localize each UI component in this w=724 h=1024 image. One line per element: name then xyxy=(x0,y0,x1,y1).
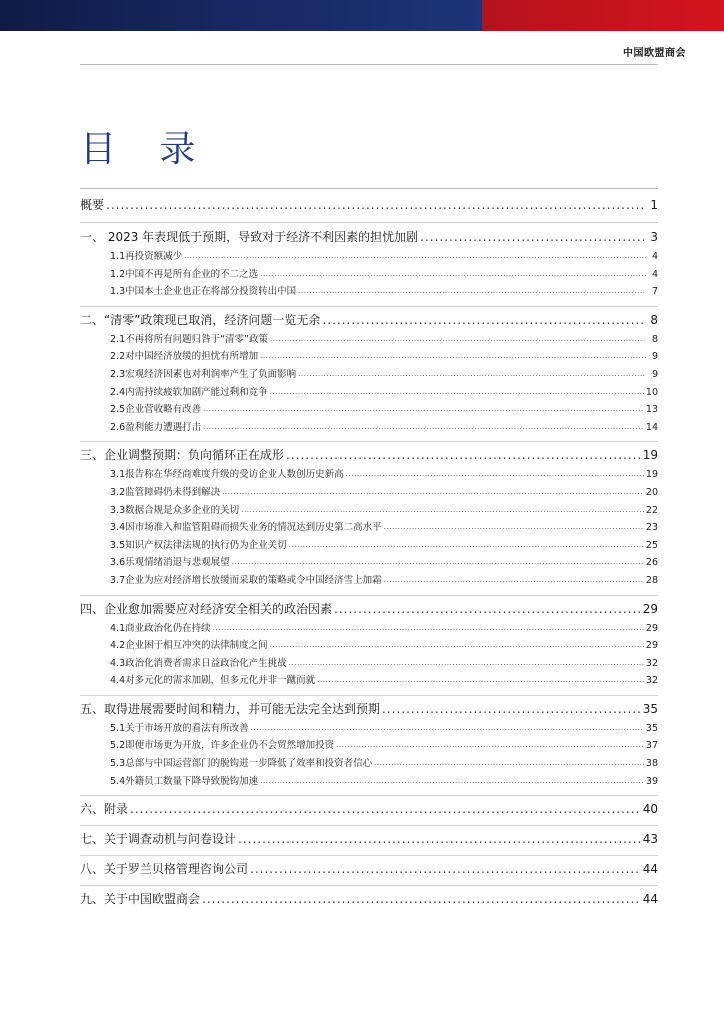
toc-page-number: 23 xyxy=(645,522,658,534)
toc-subsection-number: 2.6 xyxy=(110,421,126,433)
section-divider xyxy=(80,306,658,307)
table-of-contents xyxy=(80,195,658,910)
toc-section-label: 六、附录 xyxy=(80,802,129,817)
leader-dots xyxy=(203,419,644,437)
toc-section-4[interactable] xyxy=(80,599,658,620)
header-bar-red xyxy=(482,0,724,31)
header-divider xyxy=(80,64,658,65)
toc-section-8[interactable] xyxy=(80,859,658,880)
toc-subsection-label: 乐观情绪消退与悲观展望 xyxy=(125,557,230,569)
toc-section-label: 五、取得进展需要时间和精力，并可能无法完全达到预期 xyxy=(80,701,381,716)
toc-page-number: 44 xyxy=(642,862,658,877)
toc-subsection-number: 3.7 xyxy=(110,574,126,586)
toc-subsection-number: 1.3 xyxy=(110,286,126,298)
toc-subsection-label: 对多元化的需求加剧，但多元化并非一蹴而就 xyxy=(125,675,316,687)
toc-page-number: 10 xyxy=(645,386,658,398)
organization-name: 中国欧盟商会 xyxy=(623,48,686,59)
leader-dots xyxy=(289,655,644,673)
toc-subsection-number: 3.1 xyxy=(110,469,126,481)
section-divider xyxy=(80,855,658,856)
toc-subsection-2-1[interactable] xyxy=(80,331,658,349)
toc-subsection-number: 4.2 xyxy=(110,640,126,652)
toc-subsection-3-2[interactable] xyxy=(80,484,658,502)
toc-subsection-label: 政治化消费者需求日益政治化产生挑战 xyxy=(125,657,287,669)
toc-subsection-5-3[interactable] xyxy=(80,755,658,773)
toc-subsection-label: 关于市场开放的看法有所改善 xyxy=(125,722,249,734)
section-divider xyxy=(80,441,658,442)
toc-subsection-number: 5.4 xyxy=(110,775,126,787)
toc-subsection-3-3[interactable] xyxy=(80,502,658,520)
toc-subsection-label: 内需持续疲软加剧产能过剩和竞争 xyxy=(125,386,268,398)
toc-subsection-label: 数据合规是众多企业的关切 xyxy=(125,504,240,516)
leader-dots xyxy=(260,773,644,791)
leader-dots xyxy=(250,859,641,880)
toc-page-number: 19 xyxy=(645,469,658,481)
toc-subsection-5-4[interactable] xyxy=(80,773,658,791)
leader-dots xyxy=(260,348,646,366)
toc-subsection-label: 再投资额减少 xyxy=(125,251,183,262)
leader-dots xyxy=(289,537,644,555)
toc-section-6[interactable] xyxy=(80,799,658,820)
leader-dots xyxy=(260,266,646,284)
toc-subsection-label: 对中国经济放缓的担忧有所增加 xyxy=(125,351,259,363)
toc-subsection-2-2[interactable] xyxy=(80,348,658,366)
toc-subsection-4-1[interactable] xyxy=(80,620,658,638)
toc-subsection-number: 5.1 xyxy=(110,722,126,734)
toc-subsection-3-1[interactable] xyxy=(80,466,658,484)
toc-subsection-number: 2.2 xyxy=(110,351,126,363)
toc-page-number: 9 xyxy=(651,351,658,363)
toc-subsection-number: 4.3 xyxy=(110,657,126,669)
leader-dots xyxy=(336,737,644,755)
toc-page-number: 19 xyxy=(642,448,658,463)
leader-dots xyxy=(286,445,641,466)
leader-dots xyxy=(346,466,644,484)
toc-section-9[interactable] xyxy=(80,889,658,910)
header-bar-navy xyxy=(0,0,482,31)
toc-page-number: 29 xyxy=(645,640,658,652)
toc-section-3[interactable] xyxy=(80,445,658,466)
toc-subsection-label: 监管障碍仍未得到解决 xyxy=(125,486,221,498)
toc-subsection-number: 4.1 xyxy=(110,622,126,634)
leader-dots xyxy=(270,384,644,402)
leader-dots xyxy=(241,502,644,520)
toc-subsection-label: 企业为应对经济增长放缓而采取的策略或令中国经济雪上加霜 xyxy=(125,574,382,586)
toc-section-label: 八、关于罗兰贝格管理咨询公司 xyxy=(80,862,249,877)
section-divider xyxy=(80,885,658,886)
leader-dots xyxy=(322,310,646,331)
toc-subsection-5-1[interactable] xyxy=(80,720,658,738)
toc-page-number: 7 xyxy=(651,286,658,298)
header-color-bar xyxy=(0,0,724,31)
toc-subsection-label: 企业营收略有改善 xyxy=(125,404,202,416)
toc-page-number: 26 xyxy=(645,557,658,569)
toc-page-number: 20 xyxy=(645,486,658,498)
section-divider xyxy=(80,825,658,826)
toc-subsection-1-1[interactable] xyxy=(80,248,658,266)
toc-section-label: 九、关于中国欧盟商会 xyxy=(80,892,201,907)
toc-section-5[interactable] xyxy=(80,699,658,720)
toc-subsection-3-7[interactable] xyxy=(80,572,658,590)
toc-subsection-2-3[interactable] xyxy=(80,366,658,384)
toc-page-number: 14 xyxy=(645,421,658,433)
toc-subsection-number: 4.4 xyxy=(110,675,126,687)
leader-dots xyxy=(238,829,641,850)
toc-subsection-4-4[interactable] xyxy=(80,672,658,690)
toc-page-number: 9 xyxy=(651,368,658,380)
toc-subsection-number: 2.3 xyxy=(110,368,126,380)
toc-page-number: 29 xyxy=(642,601,658,616)
leader-dots xyxy=(222,484,644,502)
toc-section-1[interactable] xyxy=(80,227,658,248)
leader-dots xyxy=(420,227,646,248)
toc-section-label: 二、“清零”政策现已取消，经济问题一览无余 xyxy=(80,312,321,327)
toc-subsection-4-3[interactable] xyxy=(80,655,658,673)
toc-page-number: 38 xyxy=(645,758,658,770)
section-divider xyxy=(80,695,658,696)
toc-subsection-1-2[interactable] xyxy=(80,266,658,284)
toc-page-number: 40 xyxy=(642,802,658,817)
toc-subsection-label: 报告称在华经商难度升级的受访企业人数创历史新高 xyxy=(125,469,344,481)
toc-subsection-label: 盈利能力遭遇打击 xyxy=(125,421,202,433)
toc-page-number: 35 xyxy=(645,722,658,734)
toc-page-number: 32 xyxy=(645,657,658,669)
toc-subsection-2-4[interactable] xyxy=(80,384,658,402)
toc-page-number: 3 xyxy=(650,230,658,244)
title-divider xyxy=(80,188,658,189)
page-title: 目 录 xyxy=(80,129,212,170)
toc-page-number: 8 xyxy=(650,312,658,327)
toc-subsection-4-2[interactable] xyxy=(80,637,658,655)
toc-subsection-5-2[interactable] xyxy=(80,737,658,755)
leader-dots xyxy=(384,519,644,537)
toc-subsection-number: 5.3 xyxy=(110,758,126,770)
toc-subsection-label: 总部与中国运营部门的脱钩进一步降低了效率和投资者信心 xyxy=(125,758,373,770)
leader-dots xyxy=(298,283,646,301)
toc-page-number: 44 xyxy=(642,892,658,907)
toc-subsection-3-5[interactable] xyxy=(80,537,658,555)
toc-page-number: 29 xyxy=(645,622,658,634)
toc-section-label: 概要 xyxy=(80,198,105,212)
section-divider xyxy=(80,795,658,796)
toc-subsection-number: 3.6 xyxy=(110,557,126,569)
leader-dots xyxy=(270,637,644,655)
leader-dots xyxy=(106,195,646,216)
toc-section-label: 四、企业愈加需要应对经济安全相关的政治因素 xyxy=(80,601,333,616)
leader-dots xyxy=(384,572,644,590)
leader-dots xyxy=(203,401,644,419)
toc-section-label: 三、企业调整预期：负向循环正在成形 xyxy=(80,448,285,463)
toc-section-label: 七、关于调查动机与问卷设计 xyxy=(80,832,237,847)
toc-subsection-number: 2.5 xyxy=(110,404,126,416)
toc-subsection-2-6[interactable] xyxy=(80,419,658,437)
section-divider xyxy=(80,222,658,224)
toc-page-number: 32 xyxy=(645,675,658,687)
toc-subsection-number: 1.1 xyxy=(110,251,126,262)
toc-subsection-number: 2.4 xyxy=(110,386,126,398)
toc-subsection-number: 1.2 xyxy=(110,268,126,280)
toc-subsection-number: 2.1 xyxy=(110,333,126,345)
toc-page-number: 4 xyxy=(651,251,658,262)
toc-page-number: 35 xyxy=(642,701,658,716)
toc-page-number: 37 xyxy=(645,740,658,752)
toc-section-summary[interactable] xyxy=(80,195,658,216)
toc-section-label: 一、 2023 年表现低于预期，导致对于经济不利因素的担忧加剧 xyxy=(80,230,419,244)
toc-page-number: 25 xyxy=(645,539,658,551)
toc-subsection-3-6[interactable] xyxy=(80,554,658,572)
toc-page-number: 8 xyxy=(651,333,658,345)
toc-subsection-number: 3.2 xyxy=(110,486,126,498)
toc-subsection-label: 中国本土企业也正在将部分投资转出中国 xyxy=(125,286,297,298)
toc-subsection-label: 宏观经济因素也对利润率产生了负面影响 xyxy=(125,368,297,380)
leader-dots xyxy=(382,699,641,720)
toc-subsection-label: 外籍员工数量下降导致脱钩加速 xyxy=(125,775,259,787)
toc-section-7[interactable] xyxy=(80,829,658,850)
leader-dots xyxy=(251,720,644,738)
toc-page-number: 13 xyxy=(645,404,658,416)
toc-subsection-label: 不再将所有问题归咎于“清零”政策 xyxy=(125,333,268,345)
leader-dots xyxy=(202,889,641,910)
leader-dots xyxy=(317,672,644,690)
toc-subsection-2-5[interactable] xyxy=(80,401,658,419)
toc-page-number: 1 xyxy=(650,198,658,212)
toc-page-number: 28 xyxy=(645,574,658,586)
leader-dots xyxy=(232,554,644,572)
leader-dots xyxy=(298,366,646,384)
toc-subsection-number: 3.5 xyxy=(110,539,126,551)
toc-page-number: 43 xyxy=(642,832,658,847)
toc-subsection-label: 因市场准入和监管阻碍而损失业务的情况达到历史第二高水平 xyxy=(125,522,382,534)
section-divider xyxy=(80,595,658,596)
toc-page-number: 4 xyxy=(651,268,658,280)
toc-subsection-1-3[interactable] xyxy=(80,283,658,301)
toc-page-number: 22 xyxy=(645,504,658,516)
leader-dots xyxy=(184,248,646,266)
leader-dots xyxy=(270,331,646,349)
toc-subsection-label: 企业困于相互冲突的法律制度之间 xyxy=(125,640,268,652)
toc-subsection-3-4[interactable] xyxy=(80,519,658,537)
leader-dots xyxy=(374,755,644,773)
toc-subsection-label: 商业政治化仍在持续 xyxy=(125,622,211,634)
toc-section-2[interactable] xyxy=(80,310,658,331)
toc-page-number: 39 xyxy=(645,775,658,787)
toc-subsection-number: 5.2 xyxy=(110,740,126,752)
leader-dots xyxy=(334,599,641,620)
toc-subsection-label: 知识产权法律法规的执行仍为企业关切 xyxy=(125,539,287,551)
toc-subsection-number: 3.4 xyxy=(110,522,126,534)
toc-subsection-label: 即便市场更为开放，许多企业仍不会贸然增加投资 xyxy=(125,740,335,752)
toc-subsection-number: 3.3 xyxy=(110,504,126,516)
leader-dots xyxy=(213,620,644,638)
leader-dots xyxy=(130,799,641,820)
toc-subsection-label: 中国不再是所有企业的不二之选 xyxy=(125,268,259,280)
